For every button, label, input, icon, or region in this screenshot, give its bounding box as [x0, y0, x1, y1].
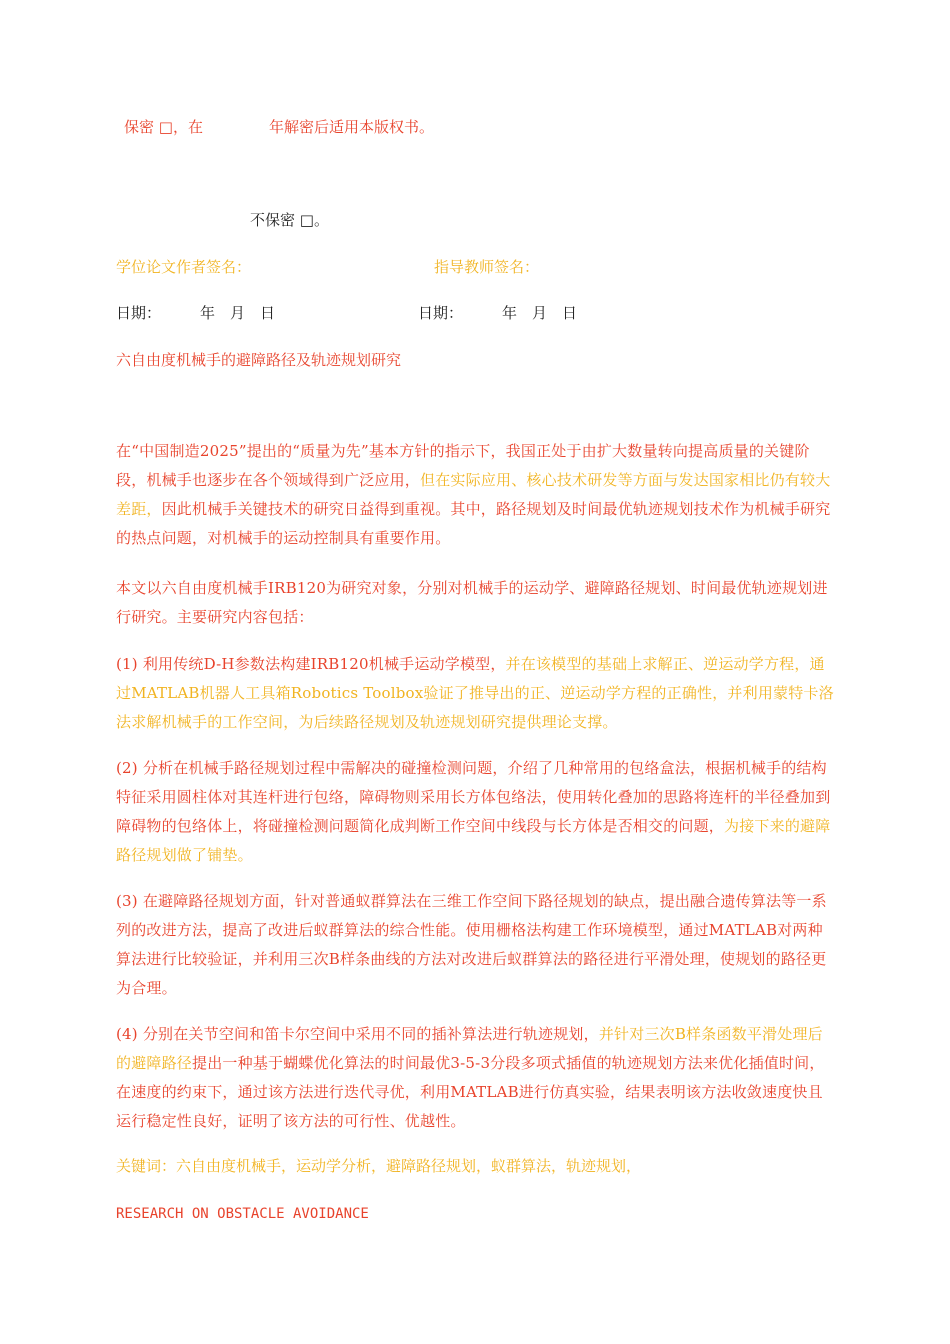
date-ymd-author: 年 月 日 — [200, 304, 276, 322]
p1-part-a: 在“中国制造2025”提出的“质量为先”基本方针的指示下，我国正处于由扩大数量转向提高质量的关键阶段，机械手也逐步在各个领域得到广泛应用， — [116, 442, 810, 489]
p4-part-b: 为接下来的避障路径规划做了铺垫。 — [116, 817, 831, 864]
abstract-paragraph-6 — [116, 1020, 834, 1136]
keywords: 关键词：六自由度机械手，运动学分析，避障路径规划，蚁群算法，轨迹规划， — [116, 1157, 642, 1175]
abstract-paragraph-1 — [116, 437, 834, 553]
p3-part-a: (1) 利用传统D-H参数法构建IRB120机械手运动学模型， — [116, 655, 506, 673]
p3-part-b: 并在该模型的基础上求解正、逆运动学方程，通过MATLAB机器人工具箱Robotics Toolbox验证了推导出的正、逆运动学方程的正确性，并利用蒙特卡洛法求解机械手的工作空间， — [116, 655, 834, 731]
p6-part-c: 提出一种基于蝴蝶优化算法的时间最优3-5-3分段多项式插值的轨迹规划方法来优化插值时间，在速度的约束下，通过该方法进行迭代寻优，利用MATLAB进行仿真实验， — [116, 1054, 825, 1101]
secret-line-pre: 保密 □，在 — [124, 118, 203, 136]
thesis-title: 六自由度机械手的避障路径及轨迹规划研究 — [116, 351, 402, 369]
advisor-signature-label: 指导教师签名： — [434, 258, 540, 276]
date-label-advisor: 日期： — [418, 304, 464, 322]
date-label-author: 日期： — [116, 304, 162, 322]
p1-part-b: 但在实际应用、核心技术研发等方面与发达国家相比仍有较大差距， — [116, 471, 831, 518]
p4-part-a: (2) 分析在机械手路径规划过程中需解决的碰撞检测问题，介绍了几种常用的包络盒法，根据机械手的结构特征采用圆柱体对其连杆进行包络，障碍物则采用长方体包络法，使用转化叠加的思路将连杆的半径叠加到障碍物的包络体上，将碰撞检测问题简化成判断工作空间中线段与长方体是否相交的问题， — [116, 759, 831, 835]
p6-part-b: 并针对三次B样条函数平滑处理后的避障路径 — [116, 1025, 823, 1072]
p6-part-d: 结果表明该方法收敛速度快且运行稳定性良好，证明了该方法的可行性、优越性。 — [116, 1083, 823, 1130]
english-title: RESEARCH ON OBSTACLE AVOIDANCE — [116, 1206, 369, 1222]
not-secret-line: 不保密 □。 — [250, 211, 329, 229]
author-signature-label: 学位论文作者签名： — [116, 258, 252, 276]
p3-part-c: 为后续路径规划及轨迹规划研究提供理论支撑。 — [298, 713, 618, 731]
abstract-paragraph-4 — [116, 754, 834, 870]
p6-part-a: (4) 分别在关节空间和笛卡尔空间中采用不同的插补算法进行轨迹规划， — [116, 1025, 599, 1043]
abstract-paragraph-2: 本文以六自由度机械手IRB120为研究对象，分别对机械手的运动学、避障路径规划、时间最优轨迹规划进行研究。主要研究内容包括： — [116, 579, 828, 626]
abstract-paragraph-5: (3) 在避障路径规划方面，针对普通蚁群算法在三维工作空间下路径规划的缺点，提出融合遗传算法等一系列的改进方法，提高了改进后蚁群算法的综合性能。使用栅格法构建工作环境模型，通过MATLAB对两种算法进行比较验证，并利用三次B样条曲线的方法对改进后蚁群算法的路径进行平滑处理，使规划的路径更为合理。 — [116, 892, 827, 997]
date-ymd-advisor: 年 月 日 — [502, 304, 578, 322]
secret-line — [124, 117, 434, 137]
secret-line-post: 年解密后适用本版权书。 — [268, 118, 434, 136]
abstract-paragraph-3 — [116, 650, 834, 737]
p1-part-c: 因此机械手关键技术的研究日益得到重视。其中，路径规划及时间最优轨迹规划技术作为机械手研究的热点问题，对机械手的运动控制具有重要作用。 — [116, 500, 831, 547]
